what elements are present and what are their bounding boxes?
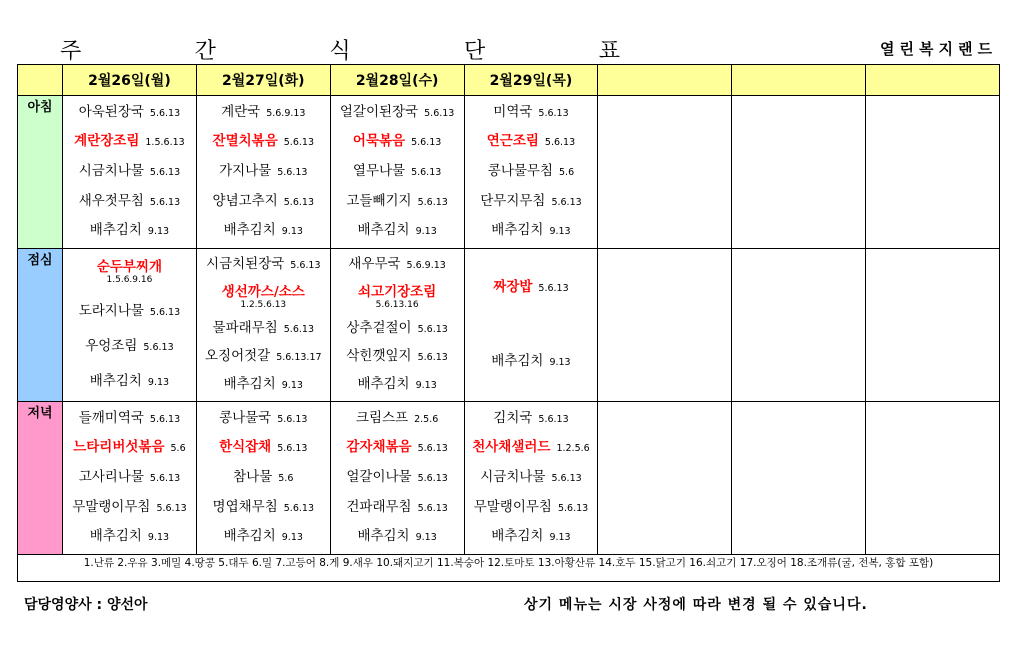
- dish-item: [335, 528, 460, 546]
- dish-name: 배추김치: [491, 222, 544, 239]
- dietitian-label: 담당영양사 : 양선아: [24, 597, 148, 613]
- menu-cell: [866, 96, 1000, 249]
- allergy-codes: 5.6.13: [538, 413, 569, 425]
- meal-row: [18, 402, 1000, 555]
- dish-item: [201, 528, 326, 546]
- menu-cell: [732, 249, 866, 402]
- dish-item: [335, 193, 460, 211]
- dish-name: 도라지나물: [78, 303, 144, 320]
- dish-item: [201, 376, 326, 394]
- dish-name: 김치국: [493, 409, 533, 426]
- allergy-codes: 5.6: [278, 472, 294, 484]
- dish-item: [201, 104, 326, 122]
- dish-name: 무말랭이무침: [473, 498, 552, 515]
- dish-item: [201, 133, 326, 151]
- dish-name: 천사채샐러드: [472, 439, 551, 456]
- dish-item: [201, 499, 326, 517]
- dish-name: 삭힌깻잎지: [346, 348, 412, 365]
- allergy-codes: 9.13: [549, 357, 571, 368]
- dish-item: [469, 193, 594, 211]
- dish-item: [67, 133, 192, 151]
- allergy-codes: 9.13: [549, 226, 571, 238]
- dish-item: [67, 259, 192, 286]
- allergy-codes: 5.6.13: [538, 283, 569, 294]
- dish-item: [335, 348, 460, 366]
- meal-row: [18, 96, 1000, 249]
- allergy-codes: 1.5.6.9.16: [106, 275, 153, 286]
- allergy-codes: 5.6.13: [283, 502, 314, 514]
- allergy-codes: 5.6.9.13: [266, 107, 306, 119]
- allergy-legend: 1.난류 2.우유 3.메밀 4.땅콩 5.대두 6.밀 7.고등어 8.게 9.새우 10.돼지고기 11.복숭아 12.토마토 13.아황산류 14.호두 15.닭고기 16.쇠고기 17.오징어 18.조개류(굴, 전복, 홍합 포함): [18, 555, 1000, 582]
- dish-item: [67, 303, 192, 321]
- dish-name: 배추김치: [223, 222, 276, 239]
- allergy-codes: 9.13: [549, 532, 571, 544]
- dish-name: 계란국: [221, 103, 261, 120]
- dish-name: 배추김치: [357, 528, 410, 545]
- dish-name: 명엽채무침: [212, 498, 278, 515]
- organization-name: 열린복지랜드: [880, 40, 997, 58]
- dish-name: 배추김치: [491, 353, 544, 369]
- allergy-codes: 2.5.6: [414, 413, 439, 425]
- allergy-codes: 5.6.13: [417, 443, 448, 455]
- menu-cell: [63, 96, 197, 249]
- menu-cell: [732, 402, 866, 555]
- dish-name: 배추김치: [223, 528, 276, 545]
- menu-title: [60, 34, 620, 65]
- dish-name: 배추김치: [89, 372, 142, 389]
- dish-item: [201, 410, 326, 428]
- allergy-codes: 5.6.13: [417, 352, 448, 364]
- weekly-menu-table: [17, 64, 1000, 582]
- meal-label: 점심: [18, 249, 63, 402]
- allergy-codes: 5.6.13: [551, 196, 582, 208]
- allergy-codes: 5.6.13: [538, 107, 569, 119]
- menu-cell: [196, 402, 330, 555]
- dish-name: 시금치나물: [78, 162, 144, 179]
- allergy-codes: 5.6.13.16: [375, 299, 419, 310]
- dish-item: [201, 193, 326, 211]
- meal-label: 저녁: [18, 402, 63, 555]
- allergy-codes: 9.13: [147, 376, 170, 388]
- dish-item: [335, 133, 460, 151]
- dish-item: [201, 222, 326, 240]
- dish-name: 오징어젓갈: [204, 348, 271, 365]
- allergy-codes: 9.13: [281, 226, 303, 238]
- dish-item: [67, 163, 192, 181]
- day-header: 2월29일(목): [464, 65, 598, 96]
- dish-name: 새우무국: [348, 255, 401, 272]
- menu-cell: [63, 402, 197, 555]
- allergy-codes: 5.6.13: [149, 166, 181, 178]
- dish-item: [469, 222, 594, 240]
- menu-cell: [196, 249, 330, 402]
- dish-name: 미역국: [493, 103, 533, 120]
- dish-item: [67, 499, 192, 517]
- allergy-codes: 5.6.13: [551, 472, 582, 484]
- dish-name: 배추김치: [357, 376, 410, 393]
- dish-item: [201, 439, 326, 457]
- dish-name: 생선까스/소스: [221, 283, 305, 300]
- allergy-codes: 9.13: [415, 532, 437, 544]
- allergy-codes: 1.2.5.6.13: [240, 299, 287, 310]
- allergy-codes: 5.6.13: [149, 413, 181, 425]
- dish-name: 콩나물국: [219, 409, 272, 426]
- allergy-codes: 5.6.13: [149, 472, 181, 484]
- meal-row: [18, 249, 1000, 402]
- dish-name: 잔멸치볶음: [212, 133, 278, 150]
- dish-item: [469, 469, 594, 487]
- menu-cell: [598, 96, 732, 249]
- allergy-codes: 5.6.13: [277, 166, 308, 178]
- dish-item: [335, 104, 460, 122]
- menu-cell: [330, 402, 464, 555]
- title-char: 단: [464, 39, 486, 64]
- dish-name: 고들빼기지: [346, 192, 412, 209]
- dish-item: [469, 353, 594, 371]
- dish-item: [469, 133, 594, 151]
- dish-name: 우엉조림: [85, 337, 138, 354]
- dish-name: 단무지무침: [480, 192, 546, 209]
- dish-item: [335, 376, 460, 394]
- title-char: 간: [194, 39, 216, 64]
- allergy-codes: 9.13: [415, 380, 437, 392]
- dish-name: 무말랭이무침: [72, 498, 151, 515]
- allergy-codes: 5.6.13: [143, 341, 174, 353]
- dish-name: 크림스프: [355, 409, 409, 426]
- dish-item: [67, 439, 192, 457]
- menu-cell: [598, 249, 732, 402]
- dish-item: [335, 439, 460, 457]
- allergy-codes: 5.6.13: [411, 137, 442, 149]
- allergy-codes: 5.6.13: [544, 137, 576, 149]
- allergy-codes: 5.6.13: [283, 324, 314, 336]
- dish-name: 고사리나물: [78, 468, 144, 485]
- title-char: 표: [598, 39, 620, 64]
- dish-item: [201, 256, 326, 274]
- dish-name: 아욱된장국: [78, 103, 144, 120]
- allergy-codes: 1.2.5.6: [556, 443, 590, 455]
- allergy-codes: 5.6.13: [277, 443, 308, 455]
- dish-name: 어묵볶음: [352, 133, 406, 150]
- allergy-codes: 1.5.6.13: [145, 137, 185, 149]
- dish-item: [469, 410, 594, 428]
- dish-name: 건파래무침: [346, 498, 412, 515]
- day-header: 2월28일(수): [330, 65, 464, 96]
- dish-name: 시금치나물: [480, 468, 546, 485]
- meal-label: 아침: [18, 96, 63, 249]
- allergy-codes: 5.6.13: [149, 107, 181, 119]
- dish-name: 가지나물: [219, 162, 272, 179]
- menu-cell: [330, 96, 464, 249]
- dish-name: 배추김치: [89, 528, 142, 545]
- dish-name: 열무나물: [352, 162, 406, 179]
- dish-name: 양념고추지: [212, 192, 278, 209]
- allergy-codes: 5.6.13: [557, 502, 589, 514]
- dish-item: [201, 469, 326, 487]
- menu-cell: [598, 402, 732, 555]
- dish-name: 쇠고기장조림: [357, 283, 437, 300]
- dish-item: [469, 163, 594, 181]
- notice-text: 상기 메뉴는 시장 사정에 따라 변경 될 수 있습니다.: [524, 597, 868, 613]
- menu-cell: [196, 96, 330, 249]
- menu-cell: [866, 402, 1000, 555]
- day-header: [598, 65, 732, 96]
- dish-item: [201, 284, 326, 311]
- menu-cell: [464, 402, 598, 555]
- dish-item: [335, 163, 460, 181]
- dish-item: [335, 284, 460, 311]
- dish-item: [469, 499, 594, 517]
- allergy-codes: 5.6.13: [411, 166, 442, 178]
- dish-name: 배추김치: [491, 528, 544, 545]
- day-header: [866, 65, 1000, 96]
- menu-cell: [464, 96, 598, 249]
- dish-item: [335, 469, 460, 487]
- allergy-codes: 5.6.13: [149, 196, 181, 208]
- dish-name: 배추김치: [223, 376, 276, 393]
- title-char: 식: [329, 39, 351, 64]
- allergy-codes: 5.6.13: [156, 502, 187, 514]
- dish-name: 얼갈이나물: [346, 468, 412, 485]
- dish-name: 감자채볶음: [346, 439, 412, 456]
- allergy-codes: 9.13: [281, 380, 303, 392]
- dish-name: 순두부찌개: [96, 259, 163, 276]
- allergy-codes: 5.6.13: [417, 502, 448, 514]
- title-char: 주: [60, 39, 82, 64]
- dish-item: [335, 320, 460, 338]
- dish-item: [469, 104, 594, 122]
- dish-item: [67, 373, 192, 391]
- menu-cell: [732, 96, 866, 249]
- dish-name: 상추겉절이: [346, 320, 412, 337]
- allergy-codes: 5.6.9.13: [406, 259, 446, 271]
- menu-cell: [866, 249, 1000, 402]
- dish-item: [469, 439, 594, 457]
- dish-item: [201, 348, 326, 366]
- day-header: 2월27일(화): [196, 65, 330, 96]
- dish-item: [67, 338, 192, 356]
- dish-name: 배추김치: [89, 222, 142, 239]
- dish-item: [201, 163, 326, 181]
- header-corner: [18, 65, 63, 96]
- dish-item: [67, 469, 192, 487]
- menu-cell: [464, 249, 598, 402]
- dish-item: [469, 279, 594, 297]
- allergy-codes: 5.6.13: [417, 324, 448, 336]
- allergy-codes: 9.13: [415, 226, 437, 238]
- dish-name: 계란장조림: [74, 133, 140, 150]
- dish-item: [67, 222, 192, 240]
- dish-item: [335, 410, 460, 428]
- menu-cell: [63, 249, 197, 402]
- dish-item: [469, 528, 594, 546]
- allergy-codes: 9.13: [147, 226, 170, 238]
- dish-name: 들깨미역국: [78, 409, 144, 426]
- day-header: [732, 65, 866, 96]
- dish-name: 연근조림: [486, 133, 539, 150]
- header-row: [18, 65, 1000, 96]
- allergy-codes: 5.6.13: [290, 259, 321, 271]
- allergy-codes: 5.6.13: [149, 307, 181, 319]
- dish-name: 시금치된장국: [206, 255, 285, 272]
- dish-item: [335, 499, 460, 517]
- allergy-codes: 5.6.13: [417, 196, 448, 208]
- dish-item: [67, 104, 192, 122]
- dish-name: 느타리버섯볶음: [73, 439, 165, 456]
- allergy-codes: 9.13: [281, 532, 303, 544]
- dish-name: 참나물: [233, 468, 273, 485]
- dish-name: 배추김치: [357, 222, 410, 239]
- dish-name: 짜장밥: [493, 279, 533, 295]
- allergy-codes: 5.6.13: [283, 196, 314, 208]
- allergy-codes: 5.6.13: [424, 107, 455, 119]
- dish-item: [67, 528, 192, 546]
- dish-item: [201, 320, 326, 338]
- allergy-codes: 5.6: [559, 166, 575, 178]
- dish-name: 새우젓무침: [78, 192, 144, 209]
- dish-item: [335, 256, 460, 274]
- menu-cell: [330, 249, 464, 402]
- dish-name: 물파래무침: [212, 320, 278, 337]
- dish-item: [335, 222, 460, 240]
- day-header: 2월26일(월): [63, 65, 197, 96]
- dish-name: 한식잡채: [219, 439, 272, 456]
- dish-name: 얼갈이된장국: [339, 103, 419, 120]
- dish-name: 콩나물무침: [487, 162, 553, 179]
- allergy-codes: 5.6.13: [283, 137, 314, 149]
- allergy-codes: 5.6.13.17: [276, 352, 322, 364]
- allergy-codes: 5.6: [170, 443, 186, 455]
- dish-item: [67, 410, 192, 428]
- allergy-codes: 5.6.13: [417, 472, 448, 484]
- allergy-codes: 5.6.13: [277, 413, 308, 425]
- allergy-codes: 9.13: [147, 532, 170, 544]
- dish-item: [67, 193, 192, 211]
